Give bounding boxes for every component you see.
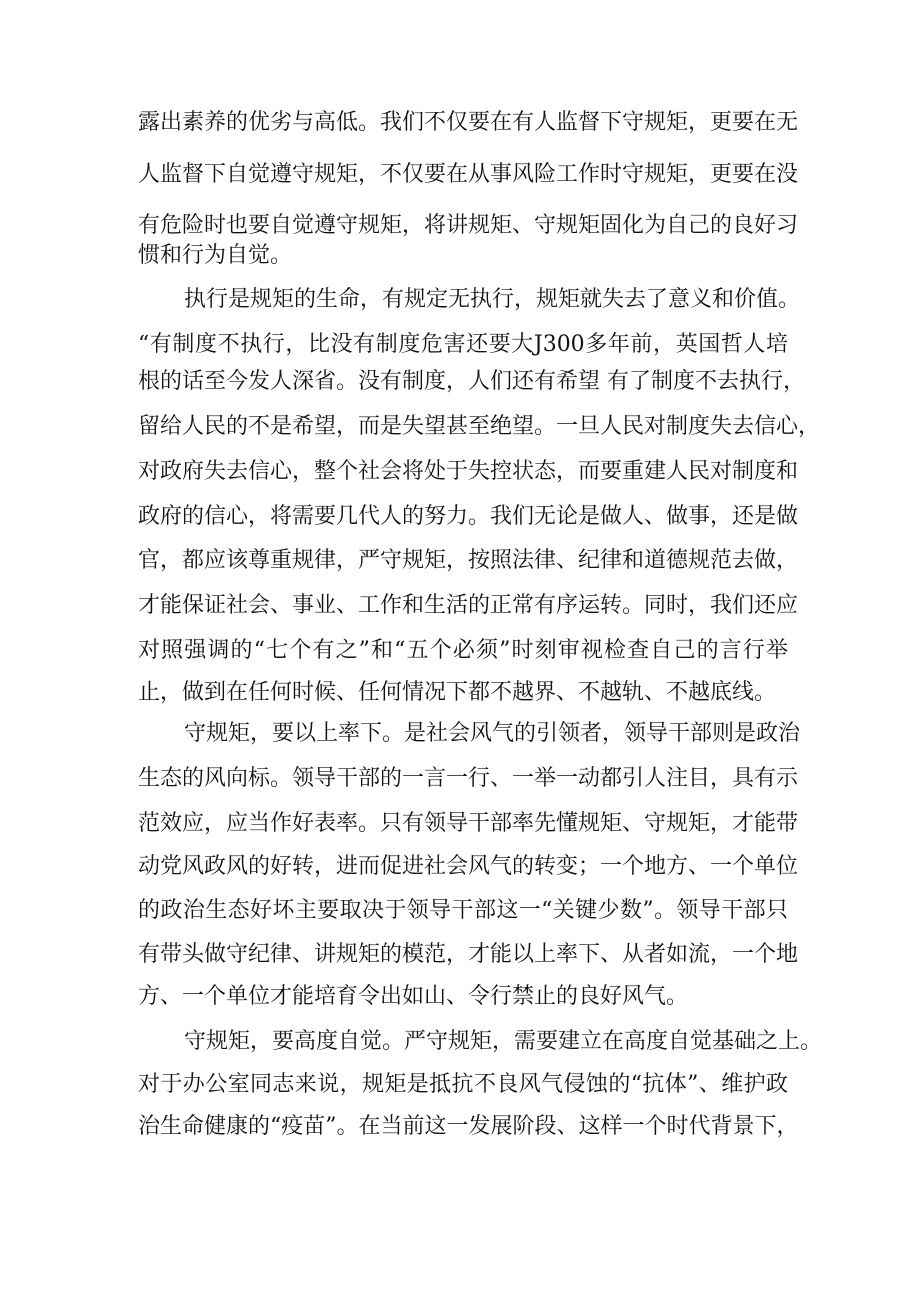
- text-line: 政府的信心，将需要几代人的努力。我们无论是做人、做事，还是做: [138, 504, 799, 529]
- text-line: 动党风政风的好转，进而促进社会风气的转变；一个地方、一个单位: [138, 854, 799, 879]
- text-line: 方、一个单位才能培育令出如山、令行禁止的良好风气。: [138, 984, 689, 1009]
- text-line: 对照强调的“七个有之”和“五个必须”时刻审视检查自己的言行举: [138, 638, 788, 663]
- text-line: 有危险时也要自觉遵守规矩，将讲规矩、守规矩固化为自己的良好习: [138, 213, 799, 238]
- text-line: 人监督下自觉遵守规矩，不仅要在从事风险工作时守规矩，更要在没: [138, 162, 799, 187]
- text-line: 守规矩，要以上率下。是社会风气的引领者，领导干部则是政治: [184, 721, 801, 746]
- text-line: 的政治生态好坏主要取决于领导干部这一“关键少数”。领导干部只: [138, 898, 788, 923]
- text-line: 守规矩，要高度自觉。严守规矩，需要建立在高度自觉基础之上。: [184, 1029, 823, 1054]
- text-line: 止，做到在任何时候、任何情况下都不越界、不越轨、不越底线。: [138, 680, 777, 705]
- text-line: 有带头做守纪律、讲规矩的模范，才能以上率下、从者如流，一个地: [138, 942, 799, 967]
- text-line: 范效应，应当作好表率。只有领导干部率先懂规矩、守规矩，才能带: [138, 811, 799, 836]
- text-line: 对政府失去信心，整个社会将处于失控状态，而要重建人民对制度和: [138, 459, 799, 484]
- text-line: 惯和行为自觉。: [138, 243, 293, 268]
- text-line: 生态的风向标。领导干部的一言一行、一举一动都引人注目，具有示: [138, 766, 799, 791]
- text-line: 露出素养的优劣与高低。我们不仅要在有人监督下守规矩，更要在无: [138, 110, 799, 135]
- text-line: 根的话至今发人深省。没有制度，人们还有希望 有了制度不去执行，: [138, 369, 805, 394]
- text-line: “有制度不执行，比没有制度危害还要大J300多年前，英国哲人培: [138, 332, 788, 357]
- text-line: 执行是规矩的生命，有规定无执行，规矩就失去了意义和价值。: [184, 287, 801, 312]
- text-line: 留给人民的不是希望，而是失望甚至绝望。一旦人民对制度失去信心，: [138, 414, 821, 439]
- text-line: 官，都应该尊重规律，严守规矩，按照法律、纪律和道德规范去做，: [138, 548, 799, 573]
- text-line: 才能保证社会、事业、工作和生活的正常有序运转。同时，我们还应: [138, 593, 799, 618]
- text-line: 治生命健康的“疫苗”。在当前这一发展阶段、这样一个时代背景下，: [138, 1114, 799, 1139]
- text-line: 对于办公室同志来说，规矩是抵抗不良风气侵蚀的“抗体”、维护政: [138, 1072, 788, 1097]
